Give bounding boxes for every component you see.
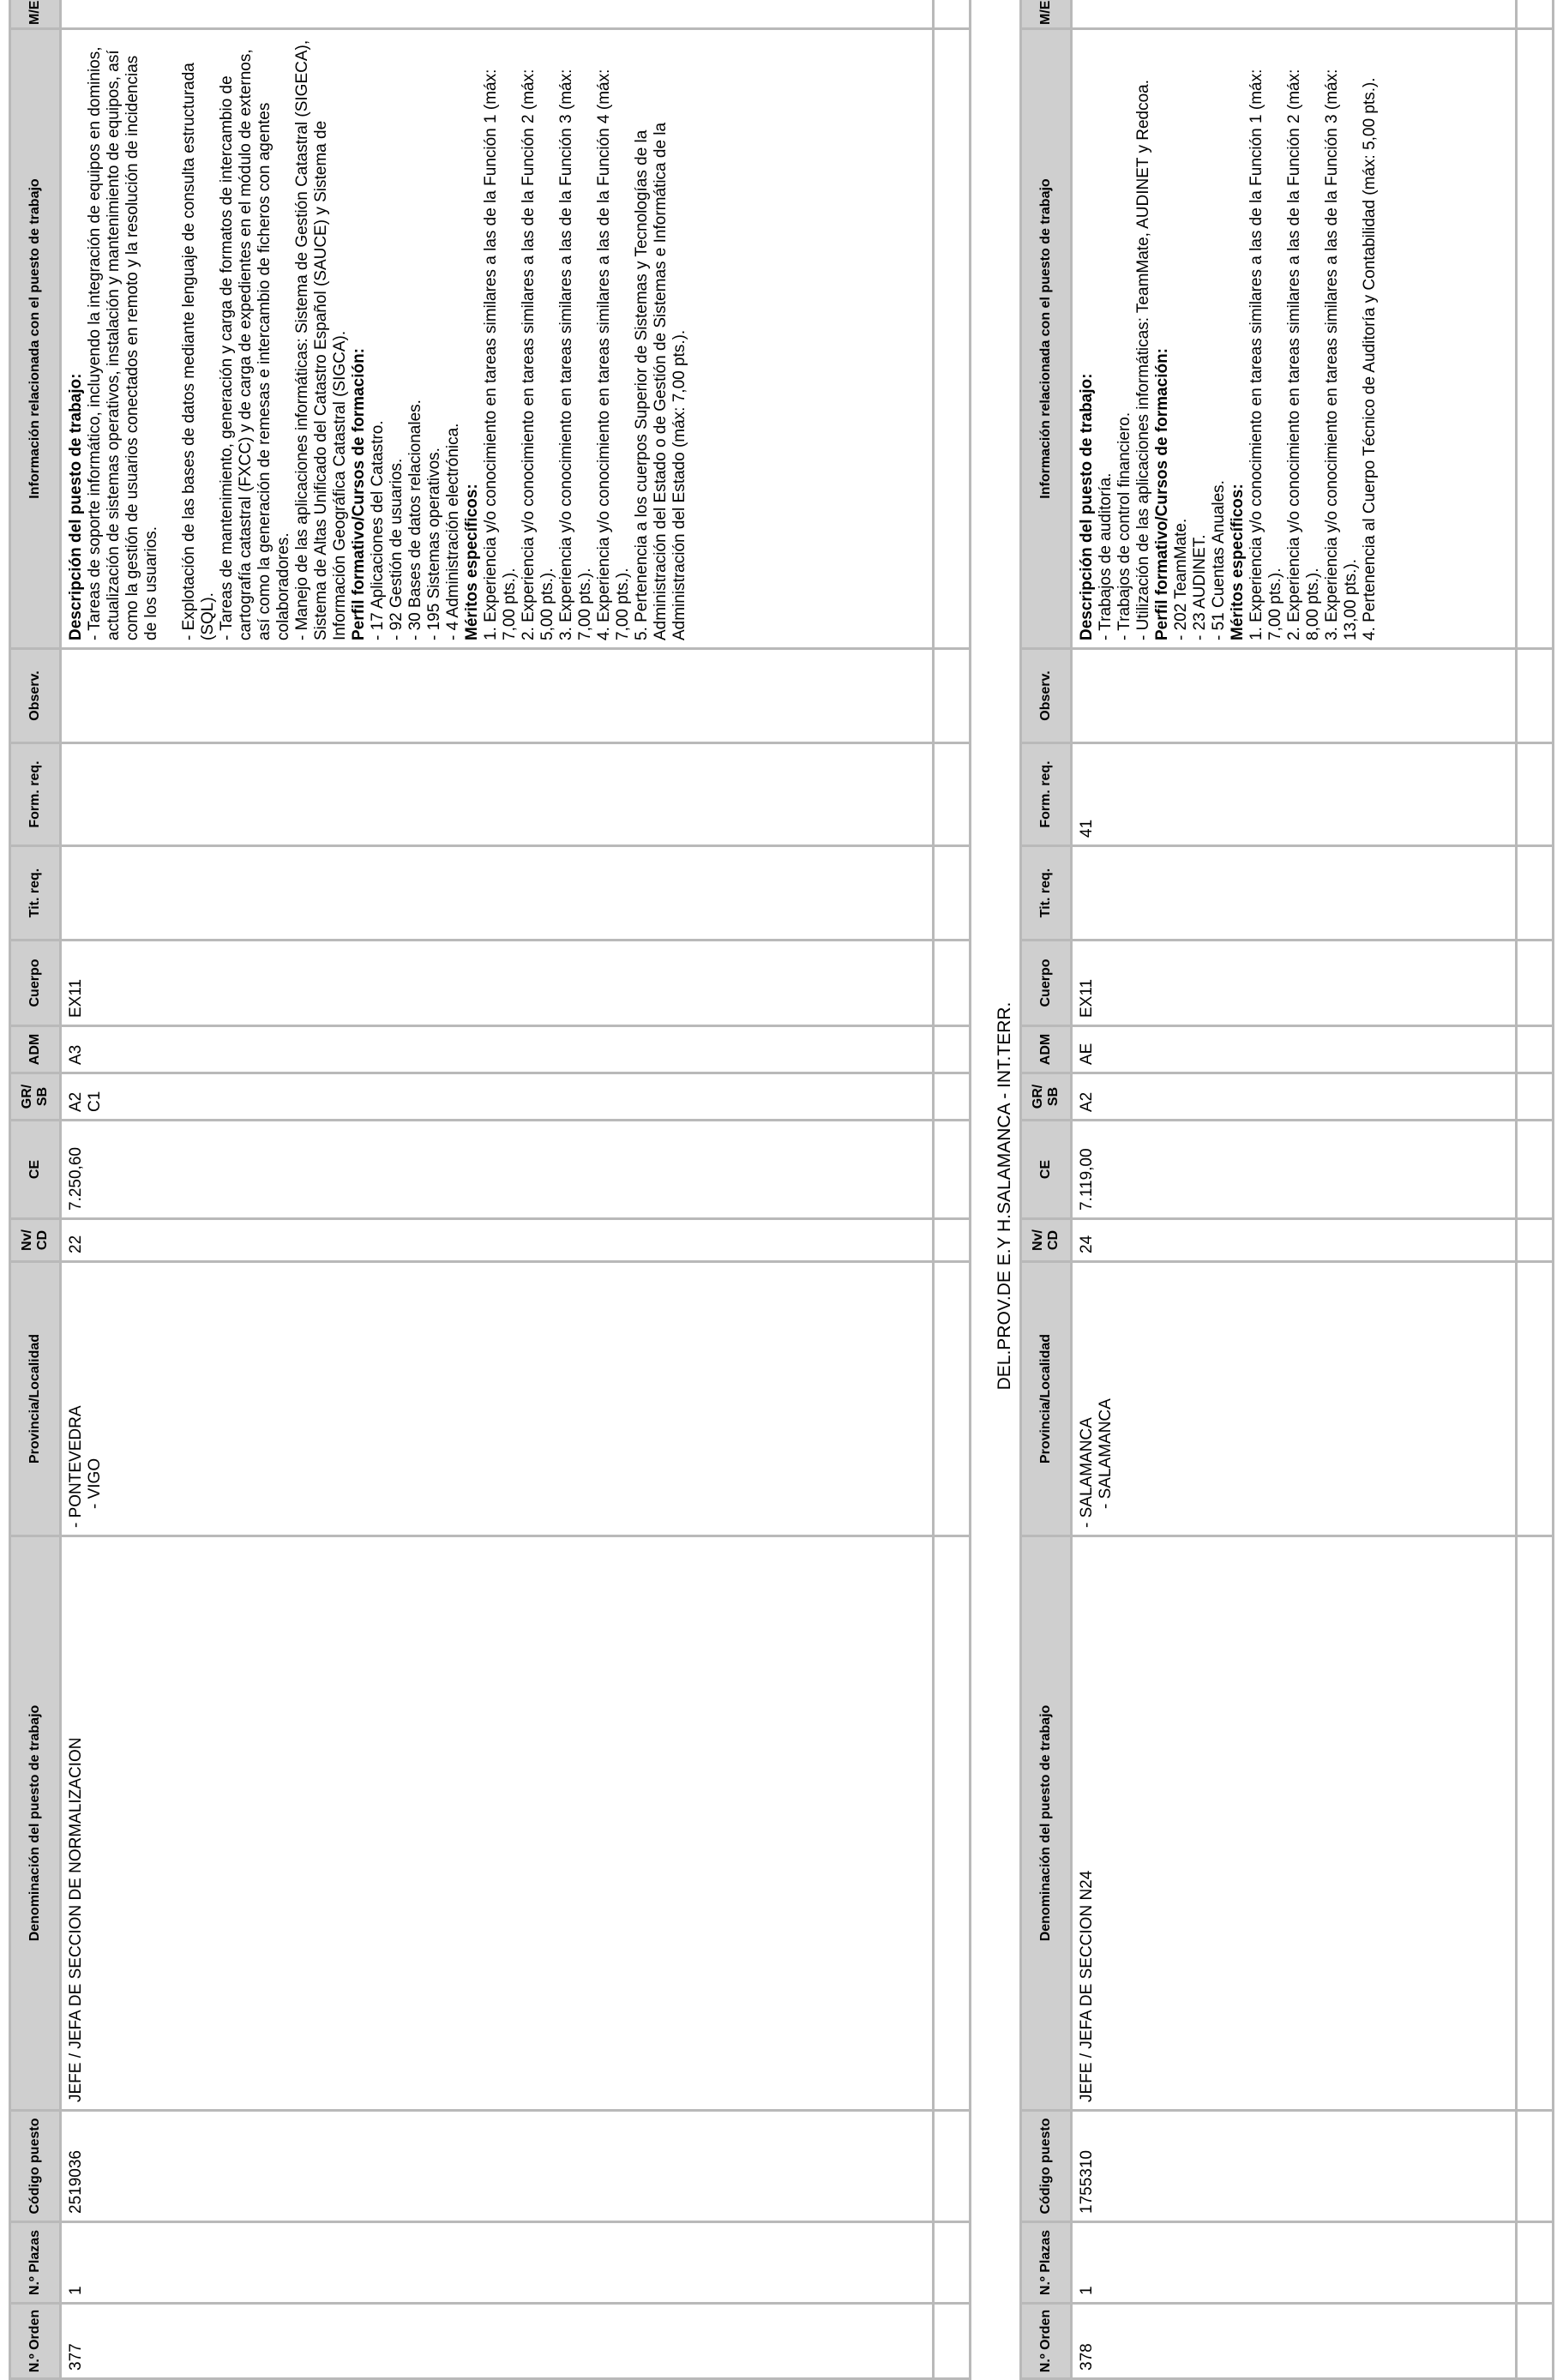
grupo-1: A2 [67,1091,85,1112]
header-provincia: Provincia/Localidad [1021,1262,1072,1536]
header-codigo: Código puesto [10,2111,61,2222]
empty-row [1517,0,1554,2379]
table-puesto-377 [9,0,971,2380]
table-puesto-378 [1019,0,1554,2380]
cell-ce: 7.250,60 [61,1121,934,1219]
header-grupo: GR/ SB [1021,1073,1072,1121]
meritos-item: 3. Experiencia y/o conocimiento en tareas similares a las de la Función 3 (máx: 7,00 pts.). [557,69,594,640]
perfil-item: - 23 AUDINET. [1191,534,1209,640]
header-orden: N.º Orden [10,2304,61,2379]
cell-adm: A3 [61,1026,934,1073]
perfil-item: - 51 Cuentas Anuales. [1210,480,1228,640]
descripcion-item: - Trabajos de control financiero. [1115,412,1133,640]
descripcion-item: - Trabajos de auditoría. [1097,472,1115,640]
header-me: M/E [10,0,61,29]
header-me: M/E [1021,0,1072,29]
header-provincia: Provincia/Localidad [10,1262,61,1536]
perfil-item: - 17 Aplicaciones del Catastro. [369,420,387,640]
meritos-title: Méritos específicos: [463,484,481,640]
provincia-text: - SALAMANCA [1078,1417,1096,1528]
header-titulacion: Tit. req. [10,846,61,941]
header-observaciones: Observ. [1021,649,1072,743]
cell-titulacion [1072,846,1517,941]
perfil-item: - 195 Sistemas operativos. [425,448,443,640]
cell-orden: 378 [1072,2304,1517,2379]
table-row [61,0,934,2379]
header-titulacion: Tit. req. [1021,846,1072,941]
header-cuerpo: Cuerpo [10,941,61,1026]
cell-formacion [61,743,934,846]
meritos-item: 2. Experiencia y/o conocimiento en tareas similares a las de la Función 2 (máx: 8,00 pts.). [1285,69,1322,640]
cell-observaciones [61,649,934,743]
cell-cuerpo: EX11 [1072,941,1517,1026]
descripcion-item: - Explotación de las bases de datos mediante lenguaje de consulta estructurada (SQL). [180,63,217,640]
perfil-item: - 202 TeamMate. [1172,518,1190,640]
header-observaciones: Observ. [10,649,61,743]
cell-codigo: 1755310 [1072,2111,1517,2222]
cell-orden: 377 [61,2304,934,2379]
cell-denominacion: JEFE / JEFA DE SECCION DE NORMALIZACION [61,1536,934,2111]
header-nivel: Nv/ CD [1021,1219,1072,1262]
header-ce: CE [1021,1121,1072,1219]
header-adm: ADM [10,1026,61,1073]
header-plazas: N.º Plazas [10,2222,61,2304]
meritos-item: 1. Experiencia y/o conocimiento en tareas similares a las de la Función 1 (máx: 7,00 pts.). [482,69,519,640]
cell-provincia [61,1262,934,1536]
perfil-title: Perfil formativo/Cursos de formación: [350,347,368,640]
grupo-2: C1 [86,1091,104,1112]
cell-informacion [61,29,934,649]
header-row [10,0,61,2379]
table-row [1072,0,1517,2379]
cell-grupo [61,1073,934,1121]
descripcion-title: Descripción del puesto de trabajo: [1078,373,1096,640]
descripcion-item: - Tareas de soporte informático, incluyendo la integración de equipos en dominios, actualización de sistemas operativos, instalación y mantenimiento de equipos, así como la gestión de usuarios conectados en remoto y la resolución de incidencias de los usuarios. [86,46,160,640]
cell-ce: 7.119,00 [1072,1121,1517,1219]
provincia-text: - PONTEVEDRA [67,1405,85,1528]
cell-cuerpo: EX11 [61,941,934,1026]
cell-provincia [1072,1262,1517,1536]
header-nivel: Nv/ CD [10,1219,61,1262]
header-grupo: GR/ SB [10,1073,61,1121]
meritos-item: 3. Experiencia y/o conocimiento en tareas similares a las de la Función 3 (máx: 13,00 pts.). [1323,69,1360,640]
perfil-item: - 30 Bases de datos relacionales. [406,400,424,640]
cell-observaciones [1072,649,1517,743]
meritos-item: 5. Pertenencia a los cuerpos Superior de Sistemas y Tecnologías de la Administración del Estado o de Gestión de Sistemas e Informática de la Administración del Estado (máx: 7,00 pts.). [633,122,688,640]
grupo-1: A2 [1078,1091,1096,1112]
header-informacion: Información relacionada con el puesto de trabajo [10,29,61,649]
header-formacion: Form. req. [10,743,61,846]
cell-titulacion [61,846,934,941]
header-formacion: Form. req. [1021,743,1072,846]
meritos-item: 4. Experiencia y/o conocimiento en tareas similares a las de la Función 4 (máx: 7,00 pts.). [595,69,632,640]
section-caption-text: DEL.PROV.DE E.Y H.SALAMANCA - INT.TERR. [995,1001,1014,1391]
cell-me [1072,0,1517,29]
cell-codigo: 2519036 [61,2111,934,2222]
cell-me [61,0,934,29]
meritos-item: 1. Experiencia y/o conocimiento en tareas similares a las de la Función 1 (máx: 7,00 pts.). [1247,69,1284,640]
cell-plazas: 1 [61,2222,934,2304]
header-orden: N.º Orden [1021,2304,1072,2379]
empty-row [934,0,971,2379]
meritos-title: Méritos específicos: [1229,484,1247,640]
paragraph-gap [161,37,180,640]
header-denominacion: Denominación del puesto de trabajo [1021,1536,1072,2111]
header-informacion: Información relacionada con el puesto de trabajo [1021,29,1072,649]
header-adm: ADM [1021,1026,1072,1073]
header-cuerpo: Cuerpo [1021,941,1072,1026]
descripcion-item: - Manejo de las aplicaciones informáticas: Sistema de Gestión Catastral (SIGECA), Sistema de Altas Unificado del Catastro Español (SAUCE) y Sistema de Información Geográfica Catastral (SIGCA). [293,39,349,640]
cell-nivel: 22 [61,1219,934,1262]
cell-plazas: 1 [1072,2222,1517,2304]
header-codigo: Código puesto [1021,2111,1072,2222]
cell-adm: AE [1072,1026,1517,1073]
localidad-text: - VIGO [86,1457,104,1509]
header-ce: CE [10,1121,61,1219]
perfil-title: Perfil formativo/Cursos de formación: [1153,347,1171,640]
cell-grupo [1072,1073,1517,1121]
perfil-item: - 4 Administración electrónica. [444,423,462,640]
header-row [1021,0,1072,2379]
cell-nivel: 24 [1072,1219,1517,1262]
descripcion-item: - Tareas de mantenimiento, generación y carga de formatos de intercambio de cartografía catastral (FXCC) y de carga de expedientes en el módulo de externos, así como la generación de remesas e intercambio de ficheros con agentes colaboradores. [218,49,292,640]
descripcion-item: - Utilización de las aplicaciones informáticas: TeamMate, AUDINET y Redcoa. [1134,79,1152,640]
cell-informacion [1072,29,1517,649]
localidad-text: - SALAMANCA [1097,1398,1115,1509]
meritos-item: 4. Pertenencia al Cuerpo Técnico de Auditoría y Contabilidad (máx: 5,00 pts.). [1361,77,1379,640]
cell-formacion: 41 [1072,743,1517,846]
descripcion-title: Descripción del puesto de trabajo: [67,373,85,640]
cell-denominacion: JEFE / JEFA DE SECCION N24 [1072,1536,1517,2111]
header-denominacion: Denominación del puesto de trabajo [10,1536,61,2111]
meritos-item: 2. Experiencia y/o conocimiento en tareas similares a las de la Función 2 (máx: 5,00 pts.). [520,69,556,640]
perfil-item: - 92 Gestión de usuarios. [388,458,406,640]
header-plazas: N.º Plazas [1021,2222,1072,2304]
